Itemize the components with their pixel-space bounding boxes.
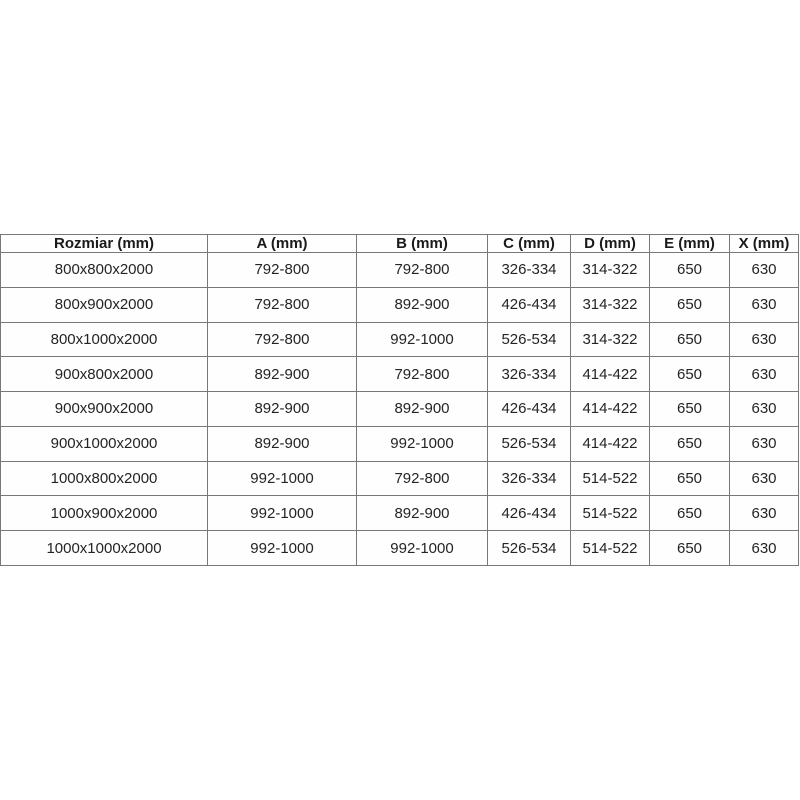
dimension-cell: 630 (730, 392, 799, 427)
table-row (1, 392, 799, 427)
column-header: A (mm) (208, 235, 357, 253)
dimension-cell: 326-334 (488, 253, 571, 288)
dimension-cell: 414-422 (571, 357, 650, 392)
column-header: Rozmiar (mm) (1, 235, 208, 253)
column-header: X (mm) (730, 235, 799, 253)
column-header: D (mm) (571, 235, 650, 253)
dimension-cell: 314-322 (571, 287, 650, 322)
size-specification-table (0, 234, 799, 566)
size-cell: 1000x1000x2000 (1, 531, 208, 566)
dimension-cell: 526-534 (488, 322, 571, 357)
dimension-cell: 650 (650, 426, 730, 461)
size-cell: 800x800x2000 (1, 253, 208, 288)
column-header: B (mm) (357, 235, 488, 253)
dimension-cell: 426-434 (488, 392, 571, 427)
dimension-cell: 992-1000 (208, 461, 357, 496)
dimension-cell: 414-422 (571, 426, 650, 461)
dimension-cell: 514-522 (571, 531, 650, 566)
dimension-cell: 892-900 (357, 496, 488, 531)
dimension-cell: 630 (730, 322, 799, 357)
dimension-cell: 892-900 (208, 426, 357, 461)
dimension-cell: 630 (730, 531, 799, 566)
dimension-cell: 650 (650, 461, 730, 496)
dimension-cell: 792-800 (357, 357, 488, 392)
size-cell: 800x900x2000 (1, 287, 208, 322)
dimension-cell: 630 (730, 496, 799, 531)
dimension-cell: 514-522 (571, 461, 650, 496)
dimension-cell: 992-1000 (357, 426, 488, 461)
size-cell: 900x1000x2000 (1, 426, 208, 461)
size-cell: 1000x800x2000 (1, 461, 208, 496)
table-row (1, 426, 799, 461)
dimension-cell: 650 (650, 392, 730, 427)
dimension-cell: 792-800 (208, 322, 357, 357)
size-cell: 900x900x2000 (1, 392, 208, 427)
dimension-cell: 892-900 (208, 357, 357, 392)
dimension-cell: 426-434 (488, 287, 571, 322)
dimension-cell: 992-1000 (208, 496, 357, 531)
dimension-cell: 650 (650, 357, 730, 392)
dimension-cell: 650 (650, 531, 730, 566)
dimension-cell: 992-1000 (357, 531, 488, 566)
dimension-cell: 650 (650, 253, 730, 288)
dimension-cell: 892-900 (357, 287, 488, 322)
dimension-cell: 514-522 (571, 496, 650, 531)
dimension-cell: 892-900 (357, 392, 488, 427)
column-header: E (mm) (650, 235, 730, 253)
dimension-cell: 992-1000 (357, 322, 488, 357)
dimension-cell: 650 (650, 322, 730, 357)
table-row (1, 496, 799, 531)
dimension-cell: 314-322 (571, 253, 650, 288)
dimension-cell: 426-434 (488, 496, 571, 531)
table-row (1, 322, 799, 357)
dimension-cell: 630 (730, 253, 799, 288)
size-cell: 900x800x2000 (1, 357, 208, 392)
column-header: C (mm) (488, 235, 571, 253)
dimension-cell: 526-534 (488, 426, 571, 461)
table-row (1, 253, 799, 288)
table-row (1, 531, 799, 566)
dimension-cell: 792-800 (357, 253, 488, 288)
table-row (1, 287, 799, 322)
table-row (1, 461, 799, 496)
dimension-cell: 630 (730, 426, 799, 461)
dimension-cell: 326-334 (488, 461, 571, 496)
dimension-cell: 650 (650, 496, 730, 531)
dimension-cell: 892-900 (208, 392, 357, 427)
dimension-cell: 792-800 (357, 461, 488, 496)
table-header-row (1, 235, 799, 253)
dimension-cell: 326-334 (488, 357, 571, 392)
dimension-cell: 526-534 (488, 531, 571, 566)
dimension-cell: 630 (730, 287, 799, 322)
size-cell: 800x1000x2000 (1, 322, 208, 357)
dimension-cell: 650 (650, 287, 730, 322)
dimension-cell: 792-800 (208, 287, 357, 322)
dimension-cell: 792-800 (208, 253, 357, 288)
dimension-cell: 992-1000 (208, 531, 357, 566)
dimension-cell: 630 (730, 461, 799, 496)
table-row (1, 357, 799, 392)
dimension-cell: 630 (730, 357, 799, 392)
dimension-cell: 414-422 (571, 392, 650, 427)
size-cell: 1000x900x2000 (1, 496, 208, 531)
dimension-cell: 314-322 (571, 322, 650, 357)
